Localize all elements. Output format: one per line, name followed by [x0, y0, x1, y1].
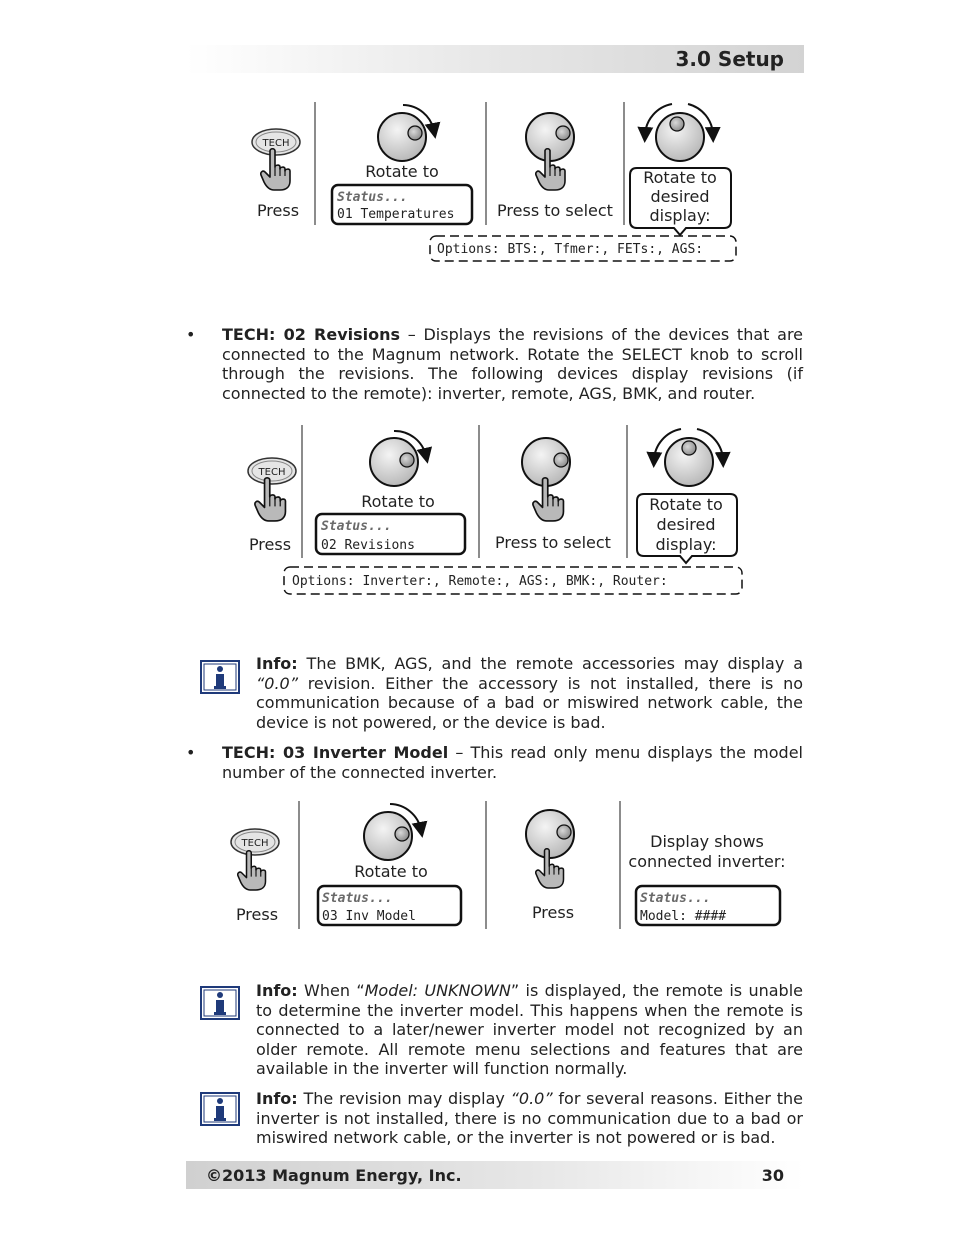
select-knob-icon [370, 438, 418, 486]
revisions-heading: TECH: 02 Revisions [222, 325, 401, 344]
pointing-hand-icon [261, 149, 290, 190]
revisions-text: – Displays the revisions of the devices that are connected to the Magnum network. Rotate the SELECT knob to scroll through the revisions. The following devices display revisions (if connected to the remote): inverter, remote, AGS, BMK, and router. [222, 325, 804, 403]
press-label: Press [256, 201, 300, 220]
press-to-select-label: Press to select [497, 201, 613, 220]
lcd-status: Status... [337, 190, 408, 205]
callout-line-2: desired [650, 187, 710, 206]
page-footer [186, 1161, 804, 1189]
copyright: ©2013 Magnum Energy, Inc. [206, 1166, 462, 1185]
rotate-to-label: Rotate to [365, 162, 439, 181]
result-lcd-status: Status... [640, 891, 711, 906]
tech-button-icon [252, 129, 300, 155]
info-emphasis: Model: UNKNOWN [364, 981, 511, 1000]
info-icon [200, 986, 240, 1020]
tech-button-icon [231, 829, 279, 855]
display-shows-line-1: Display shows [650, 832, 764, 851]
press-label: Press [235, 905, 279, 924]
info-text: The BMK, AGS, and the remote accessories may display a [297, 654, 803, 673]
result-lcd-model: Model: #### [640, 909, 727, 924]
info-emphasis: “0.0” [256, 673, 299, 693]
page-number: 30 [761, 1166, 784, 1185]
inverter-model-paragraph [222, 743, 803, 782]
tech-label: TECH [241, 838, 269, 849]
lcd-menu-item: 02 Revisions [321, 538, 415, 553]
display-shows-line-2: connected inverter: [628, 852, 786, 871]
rotate-to-label: Rotate to [361, 492, 435, 511]
select-knob-icon [378, 113, 426, 161]
info-note-revision-zero [256, 1089, 803, 1148]
info-text: revision. Either the accessory is not installed, there is no communication because of a bad or miswired network cable, the device is not powered, or the device is bad. [256, 673, 803, 732]
info-label: Info: [256, 981, 298, 1000]
section-title: 3.0 Setup [675, 47, 784, 71]
info-note-revisions [256, 654, 803, 732]
pointing-hand-icon [238, 851, 266, 890]
info-text: When “ [297, 981, 365, 1000]
tech-revisions-diagram [240, 420, 750, 600]
callout-line-3: display: [655, 535, 717, 554]
options-text: Options: BTS:, Tfmer:, FETs:, AGS: [437, 242, 704, 257]
info-label: Info: [256, 1089, 298, 1108]
callout-line-1: Rotate to [643, 168, 717, 187]
bullet-marker: • [186, 325, 196, 344]
inverter-model-heading: TECH: 03 Inverter Model [222, 743, 449, 762]
press-to-select-label: Press to select [495, 533, 611, 552]
info-icon [200, 660, 240, 694]
lcd-status: Status... [322, 891, 393, 906]
tech-label: TECH [258, 467, 286, 478]
callout-line-2: desired [656, 515, 716, 534]
lcd-menu-item: 01 Temperatures [337, 207, 455, 222]
pointing-hand-icon [255, 478, 286, 521]
callout-line-3: display: [649, 206, 711, 225]
info-icon [200, 1092, 240, 1126]
press-label: Press [531, 903, 575, 922]
info-text: The revision may display [297, 1089, 511, 1108]
options-text: Options: Inverter:, Remote:, AGS:, BMK:, Router: [292, 574, 668, 589]
select-knob-icon [665, 438, 713, 486]
info-note-unknown-model [256, 981, 803, 1079]
tech-inverter-model-diagram [225, 797, 795, 937]
inverter-model-text: – This read only menu displays the model number of the connected inverter. [222, 743, 803, 782]
info-text: for several reasons. Either the inverter is not installed, there is no communication due to a bad or miswired network cable, or the inverter is not powered or is bad. [256, 1089, 803, 1147]
bullet-marker: • [186, 743, 196, 762]
tech-temperatures-diagram [240, 95, 750, 270]
select-knob-icon [364, 812, 412, 860]
press-label: Press [248, 535, 292, 554]
lcd-status: Status... [321, 519, 392, 534]
callout-line-1: Rotate to [649, 495, 723, 514]
info-label: Info: [256, 654, 298, 673]
info-text: ” is displayed, the remote is unable to determine the inverter model. This happens when the remote is connected to a later/newer inverter model not recognized by an older remote. All remote menu selections and features that are available in the inverter will function normally. [256, 981, 804, 1078]
lcd-menu-item: 03 Inv Model [322, 909, 416, 924]
rotate-to-label: Rotate to [354, 862, 428, 881]
info-emphasis: “0.0” [510, 1089, 553, 1108]
tech-label: TECH [262, 138, 290, 149]
revisions-paragraph [222, 325, 803, 403]
select-knob-icon [656, 113, 704, 161]
section-header [186, 45, 804, 73]
tech-button-icon [248, 458, 296, 484]
